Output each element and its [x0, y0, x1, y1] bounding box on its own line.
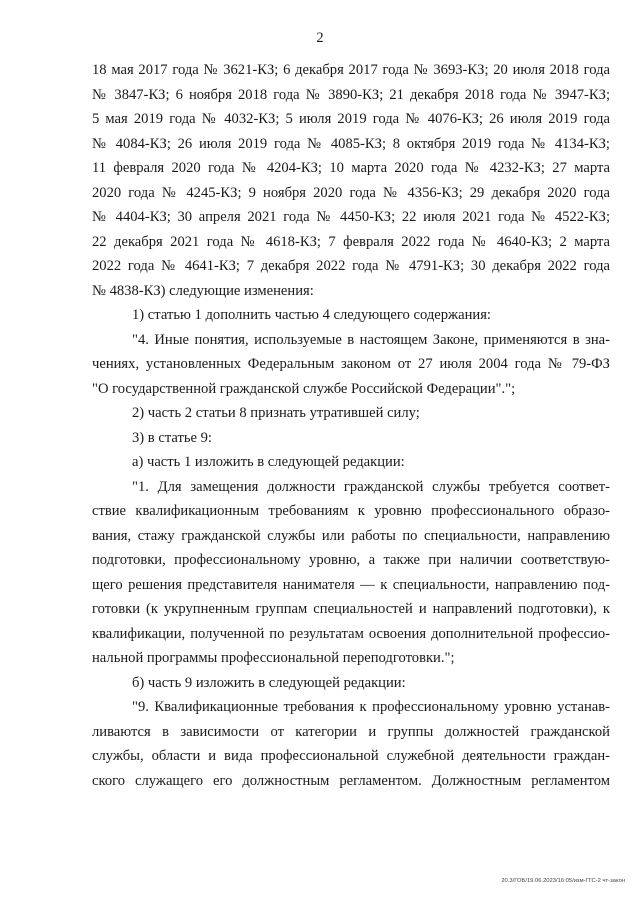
text-line: готовки (к укрупненным группам специальностей и направлений подготовки), к — [92, 601, 610, 617]
text-line: 2022 года № 4641-КЗ; 7 декабря 2022 года № 4791-КЗ; 30 декабря 2022 года — [92, 258, 610, 274]
text-line: б) часть 9 изложить в следующей редакции: — [132, 674, 406, 691]
text-line: 2) часть 2 статьи 8 признать утратившей силу; — [132, 405, 420, 421]
text-line: 3) в статье 9: — [132, 429, 212, 446]
text-line: 1) статью 1 дополнить частью 4 следующего содержания: — [132, 307, 491, 323]
text-line: щего решения представителя нанимателя — к специальности, направлению под- — [92, 576, 610, 593]
text-line: ствие квалификационным требованиям к уровню профессионального образо- — [92, 503, 610, 519]
document-body — [92, 58, 610, 793]
text-line: № 3847-КЗ; 6 ноября 2018 года № 3890-КЗ; 21 декабря 2018 года № 3947-КЗ; — [92, 86, 610, 103]
text-line: 22 декабря 2021 года № 4618-КЗ; 7 февраля 2022 года № 4640-КЗ; 2 марта — [92, 233, 610, 250]
text-line: службы, области и вида профессиональной служебной деятельности граждан- — [92, 748, 610, 764]
text-line: а) часть 1 изложить в следующей редакции: — [132, 454, 405, 470]
text-line: 5 мая 2019 года № 4032-КЗ; 5 июля 2019 года № 4076-КЗ; 26 июля 2019 года — [92, 111, 610, 127]
text-line: нальной программы профессиональной переподготовки."; — [92, 650, 455, 666]
text-line: 2020 года № 4245-КЗ; 9 ноября 2020 года № 4356-КЗ; 29 декабря 2020 года — [92, 184, 610, 201]
text-line: ливаются в зависимости от категории и группы должностей гражданской — [92, 723, 610, 740]
text-line: чениях, установленных Федеральным законом от 27 июля 2004 года № 79-ФЗ — [92, 356, 610, 372]
text-line: "9. Квалификационные требования к профессиональному уровню устанав- — [132, 699, 610, 715]
text-line: № 4084-КЗ; 26 июля 2019 года № 4085-КЗ; 8 октября 2019 года № 4134-КЗ; — [92, 135, 610, 152]
text-line: "О государственной гражданской службе Российской Федерации"."; — [92, 380, 516, 397]
text-line: "1. Для замещения должности гражданской службы требуется соответ- — [132, 478, 610, 495]
text-line: 18 мая 2017 года № 3621-КЗ; 6 декабря 2017 года № 3693-КЗ; 20 июля 2018 года — [92, 62, 610, 78]
text-line: "4. Иные понятия, используемые в настоящем Законе, применяются в зна- — [132, 331, 610, 348]
text-line: подготовки, профессиональному уровню, а также при наличии соответствую- — [92, 552, 610, 568]
text-line: № 4838-КЗ) следующие изменения: — [92, 282, 314, 299]
document-footer-code: 20.3/ГОБ/19.06.2023/16:05/изм-ГГС-2 чт-закон — [501, 878, 625, 884]
text-line: вания, стажу гражданской службы или работы по специальности, направлению — [92, 527, 610, 544]
page-number: 2 — [316, 30, 324, 46]
text-line: ского служащего его должностным регламентом. Должностным регламентом — [92, 772, 610, 789]
text-line: квалификации, полученной по результатам освоения дополнительной профессио- — [92, 625, 610, 642]
text-line: 11 февраля 2020 года № 4204-КЗ; 10 марта 2020 года № 4232-КЗ; 27 марта — [92, 160, 610, 176]
text-line: № 4404-КЗ; 30 апреля 2021 года № 4450-КЗ; 22 июля 2021 года № 4522-КЗ; — [92, 209, 610, 225]
